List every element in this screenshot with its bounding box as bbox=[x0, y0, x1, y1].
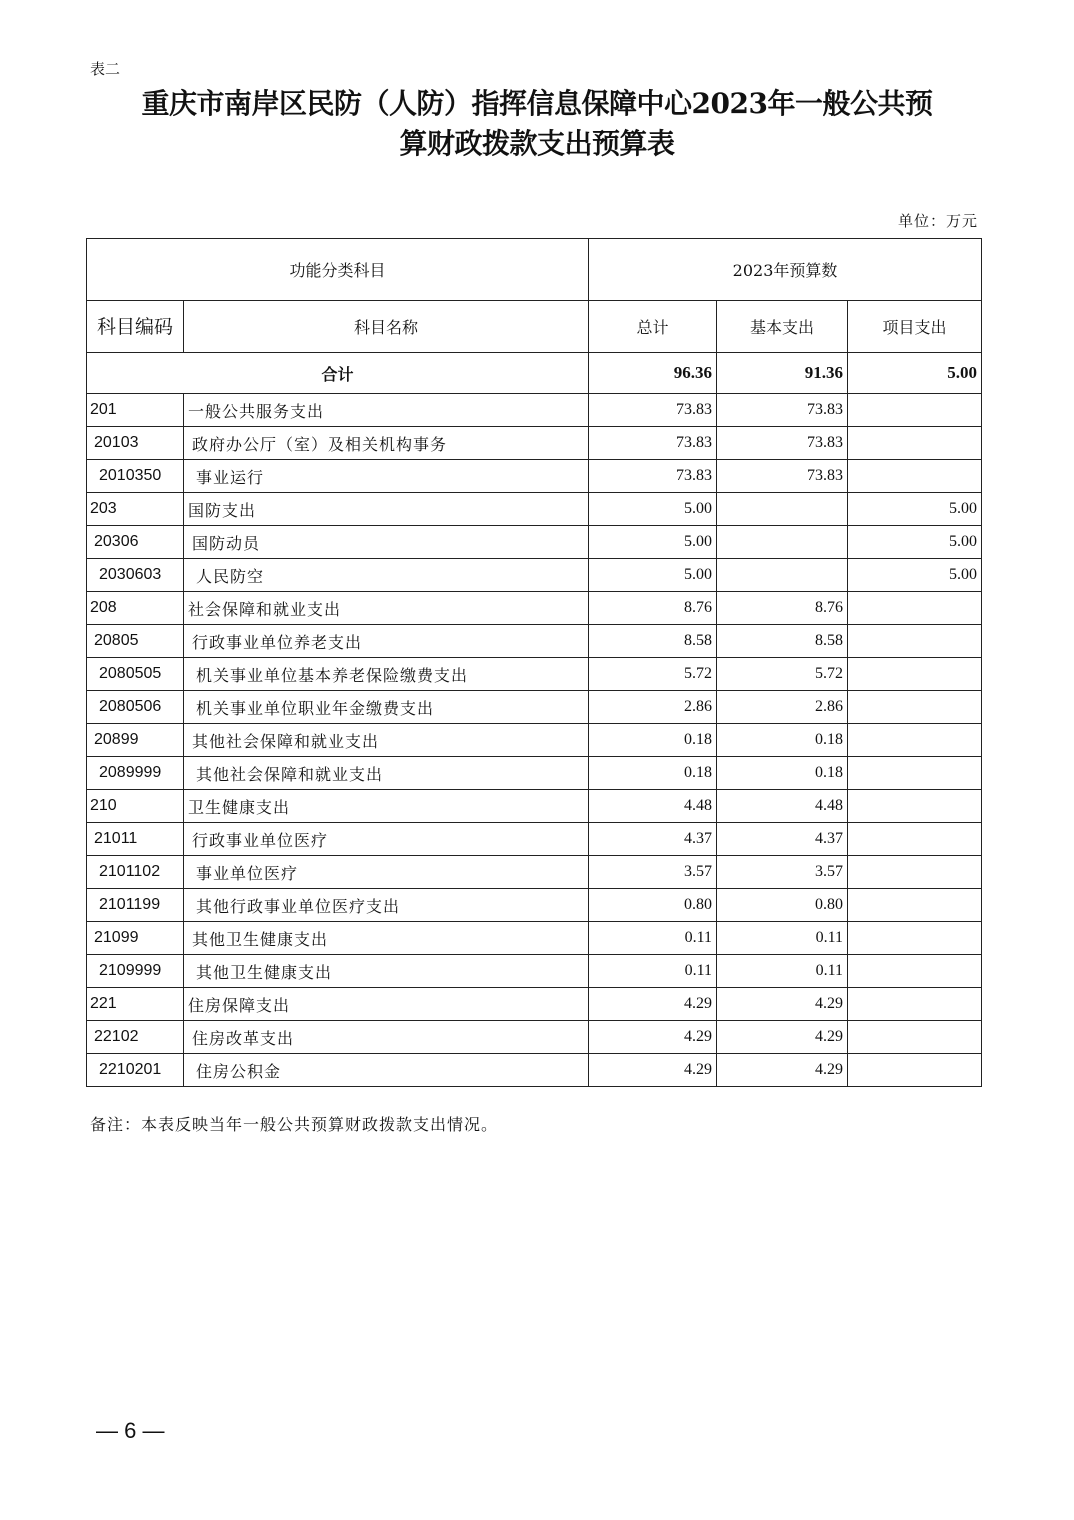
row-name: 住房改革支出 bbox=[184, 1021, 589, 1054]
document-title bbox=[60, 84, 1014, 164]
row-basic: 4.37 bbox=[717, 823, 848, 856]
row-project bbox=[848, 1021, 982, 1054]
row-code: 221 bbox=[87, 988, 184, 1021]
row-code: 208 bbox=[87, 592, 184, 625]
row-project bbox=[848, 1054, 982, 1087]
row-name: 国防支出 bbox=[184, 493, 589, 526]
row-code: 20899 bbox=[87, 724, 184, 757]
row-total: 3.57 bbox=[589, 856, 717, 889]
row-total: 5.72 bbox=[589, 658, 717, 691]
row-project bbox=[848, 889, 982, 922]
row-project bbox=[848, 823, 982, 856]
row-name: 其他卫生健康支出 bbox=[184, 922, 589, 955]
table-row bbox=[87, 856, 982, 889]
row-project: 5.00 bbox=[848, 559, 982, 592]
table-row bbox=[87, 427, 982, 460]
row-name: 事业运行 bbox=[184, 460, 589, 493]
row-total: 4.29 bbox=[589, 988, 717, 1021]
row-total: 73.83 bbox=[589, 460, 717, 493]
table-row bbox=[87, 790, 982, 823]
row-code: 203 bbox=[87, 493, 184, 526]
row-basic: 0.11 bbox=[717, 922, 848, 955]
row-project bbox=[848, 625, 982, 658]
row-project bbox=[848, 724, 982, 757]
table-row bbox=[87, 1021, 982, 1054]
table-row bbox=[87, 691, 982, 724]
header-row-1 bbox=[87, 239, 982, 301]
row-total: 2.86 bbox=[589, 691, 717, 724]
row-code: 2101102 bbox=[87, 856, 184, 889]
table-row bbox=[87, 526, 982, 559]
row-name: 政府办公厅（室）及相关机构事务 bbox=[184, 427, 589, 460]
row-basic: 73.83 bbox=[717, 460, 848, 493]
title-line-2: 算财政拨款支出预算表 bbox=[399, 127, 675, 160]
table-row bbox=[87, 889, 982, 922]
row-name: 其他卫生健康支出 bbox=[184, 955, 589, 988]
row-code: 2010350 bbox=[87, 460, 184, 493]
row-name: 国防动员 bbox=[184, 526, 589, 559]
table-row bbox=[87, 493, 982, 526]
header-name: 科目名称 bbox=[184, 301, 589, 353]
header-basic: 基本支出 bbox=[717, 301, 848, 353]
row-code: 2109999 bbox=[87, 955, 184, 988]
row-name: 社会保障和就业支出 bbox=[184, 592, 589, 625]
table-row bbox=[87, 823, 982, 856]
table-row bbox=[87, 460, 982, 493]
row-total: 8.76 bbox=[589, 592, 717, 625]
row-name: 一般公共服务支出 bbox=[184, 394, 589, 427]
row-code: 21011 bbox=[87, 823, 184, 856]
table-row bbox=[87, 625, 982, 658]
row-project bbox=[848, 691, 982, 724]
row-basic bbox=[717, 526, 848, 559]
row-code: 2101199 bbox=[87, 889, 184, 922]
row-basic: 8.76 bbox=[717, 592, 848, 625]
row-name: 其他行政事业单位医疗支出 bbox=[184, 889, 589, 922]
header-row-2 bbox=[87, 301, 982, 353]
row-basic: 4.48 bbox=[717, 790, 848, 823]
row-code: 2030603 bbox=[87, 559, 184, 592]
row-code: 2210201 bbox=[87, 1054, 184, 1087]
row-total: 5.00 bbox=[589, 526, 717, 559]
table-row bbox=[87, 394, 982, 427]
row-project bbox=[848, 955, 982, 988]
row-total: 4.29 bbox=[589, 1054, 717, 1087]
total-row bbox=[87, 353, 982, 394]
row-basic: 4.29 bbox=[717, 1054, 848, 1087]
row-name: 住房保障支出 bbox=[184, 988, 589, 1021]
row-project bbox=[848, 757, 982, 790]
table-row bbox=[87, 922, 982, 955]
row-code: 20805 bbox=[87, 625, 184, 658]
budget-table bbox=[86, 238, 982, 1087]
unit-label: 单位：万元 bbox=[897, 212, 978, 230]
row-basic: 73.83 bbox=[717, 394, 848, 427]
row-code: 210 bbox=[87, 790, 184, 823]
table-row bbox=[87, 1054, 982, 1087]
row-code: 2089999 bbox=[87, 757, 184, 790]
row-code: 2080506 bbox=[87, 691, 184, 724]
header-category: 功能分类科目 bbox=[87, 239, 589, 301]
header-project: 项目支出 bbox=[848, 301, 982, 353]
title-line-1: 重庆市南岸区民防（人防）指挥信息保障中心2023年一般公共预 bbox=[141, 87, 933, 120]
row-total: 0.18 bbox=[589, 724, 717, 757]
total-basic: 91.36 bbox=[717, 353, 848, 394]
row-project bbox=[848, 790, 982, 823]
row-total: 73.83 bbox=[589, 427, 717, 460]
row-total: 4.37 bbox=[589, 823, 717, 856]
row-total: 0.11 bbox=[589, 922, 717, 955]
table-row bbox=[87, 658, 982, 691]
header-budget-year: 2023年预算数 bbox=[589, 239, 982, 301]
table-row bbox=[87, 592, 982, 625]
row-basic: 8.58 bbox=[717, 625, 848, 658]
row-name: 机关事业单位基本养老保险缴费支出 bbox=[184, 658, 589, 691]
row-total: 5.00 bbox=[589, 559, 717, 592]
row-name: 机关事业单位职业年金缴费支出 bbox=[184, 691, 589, 724]
row-project bbox=[848, 394, 982, 427]
row-total: 0.80 bbox=[589, 889, 717, 922]
row-basic: 73.83 bbox=[717, 427, 848, 460]
total-project: 5.00 bbox=[848, 353, 982, 394]
total-label: 合计 bbox=[87, 353, 589, 394]
row-project bbox=[848, 460, 982, 493]
footnote: 备注：本表反映当年一般公共预算财政拨款支出情况。 bbox=[90, 1115, 499, 1134]
table-row bbox=[87, 559, 982, 592]
row-basic: 0.80 bbox=[717, 889, 848, 922]
row-name: 其他社会保障和就业支出 bbox=[184, 757, 589, 790]
total-sum: 96.36 bbox=[589, 353, 717, 394]
row-name: 行政事业单位医疗 bbox=[184, 823, 589, 856]
row-project bbox=[848, 658, 982, 691]
row-total: 73.83 bbox=[589, 394, 717, 427]
row-basic bbox=[717, 493, 848, 526]
row-basic: 0.18 bbox=[717, 757, 848, 790]
row-code: 20306 bbox=[87, 526, 184, 559]
row-project bbox=[848, 427, 982, 460]
row-code: 201 bbox=[87, 394, 184, 427]
row-project bbox=[848, 988, 982, 1021]
row-total: 0.11 bbox=[589, 955, 717, 988]
table-row bbox=[87, 724, 982, 757]
row-total: 5.00 bbox=[589, 493, 717, 526]
row-project: 5.00 bbox=[848, 493, 982, 526]
row-total: 4.48 bbox=[589, 790, 717, 823]
row-total: 4.29 bbox=[589, 1021, 717, 1054]
row-name: 住房公积金 bbox=[184, 1054, 589, 1087]
row-total: 8.58 bbox=[589, 625, 717, 658]
row-project: 5.00 bbox=[848, 526, 982, 559]
row-code: 20103 bbox=[87, 427, 184, 460]
row-basic: 0.11 bbox=[717, 955, 848, 988]
row-name: 行政事业单位养老支出 bbox=[184, 625, 589, 658]
row-code: 2080505 bbox=[87, 658, 184, 691]
page-number: — 6 — bbox=[96, 1418, 165, 1443]
row-code: 21099 bbox=[87, 922, 184, 955]
row-name: 卫生健康支出 bbox=[184, 790, 589, 823]
row-project bbox=[848, 856, 982, 889]
header-total: 总计 bbox=[589, 301, 717, 353]
row-basic: 4.29 bbox=[717, 1021, 848, 1054]
table-row bbox=[87, 757, 982, 790]
row-name: 事业单位医疗 bbox=[184, 856, 589, 889]
table-row bbox=[87, 988, 982, 1021]
row-basic: 5.72 bbox=[717, 658, 848, 691]
row-basic: 0.18 bbox=[717, 724, 848, 757]
row-total: 0.18 bbox=[589, 757, 717, 790]
table-label: 表二 bbox=[90, 60, 121, 78]
row-project bbox=[848, 922, 982, 955]
table-row bbox=[87, 955, 982, 988]
header-code: 科目编码 bbox=[87, 301, 184, 353]
row-project bbox=[848, 592, 982, 625]
row-basic bbox=[717, 559, 848, 592]
row-name: 人民防空 bbox=[184, 559, 589, 592]
row-name: 其他社会保障和就业支出 bbox=[184, 724, 589, 757]
row-code: 22102 bbox=[87, 1021, 184, 1054]
row-basic: 4.29 bbox=[717, 988, 848, 1021]
row-basic: 2.86 bbox=[717, 691, 848, 724]
row-basic: 3.57 bbox=[717, 856, 848, 889]
